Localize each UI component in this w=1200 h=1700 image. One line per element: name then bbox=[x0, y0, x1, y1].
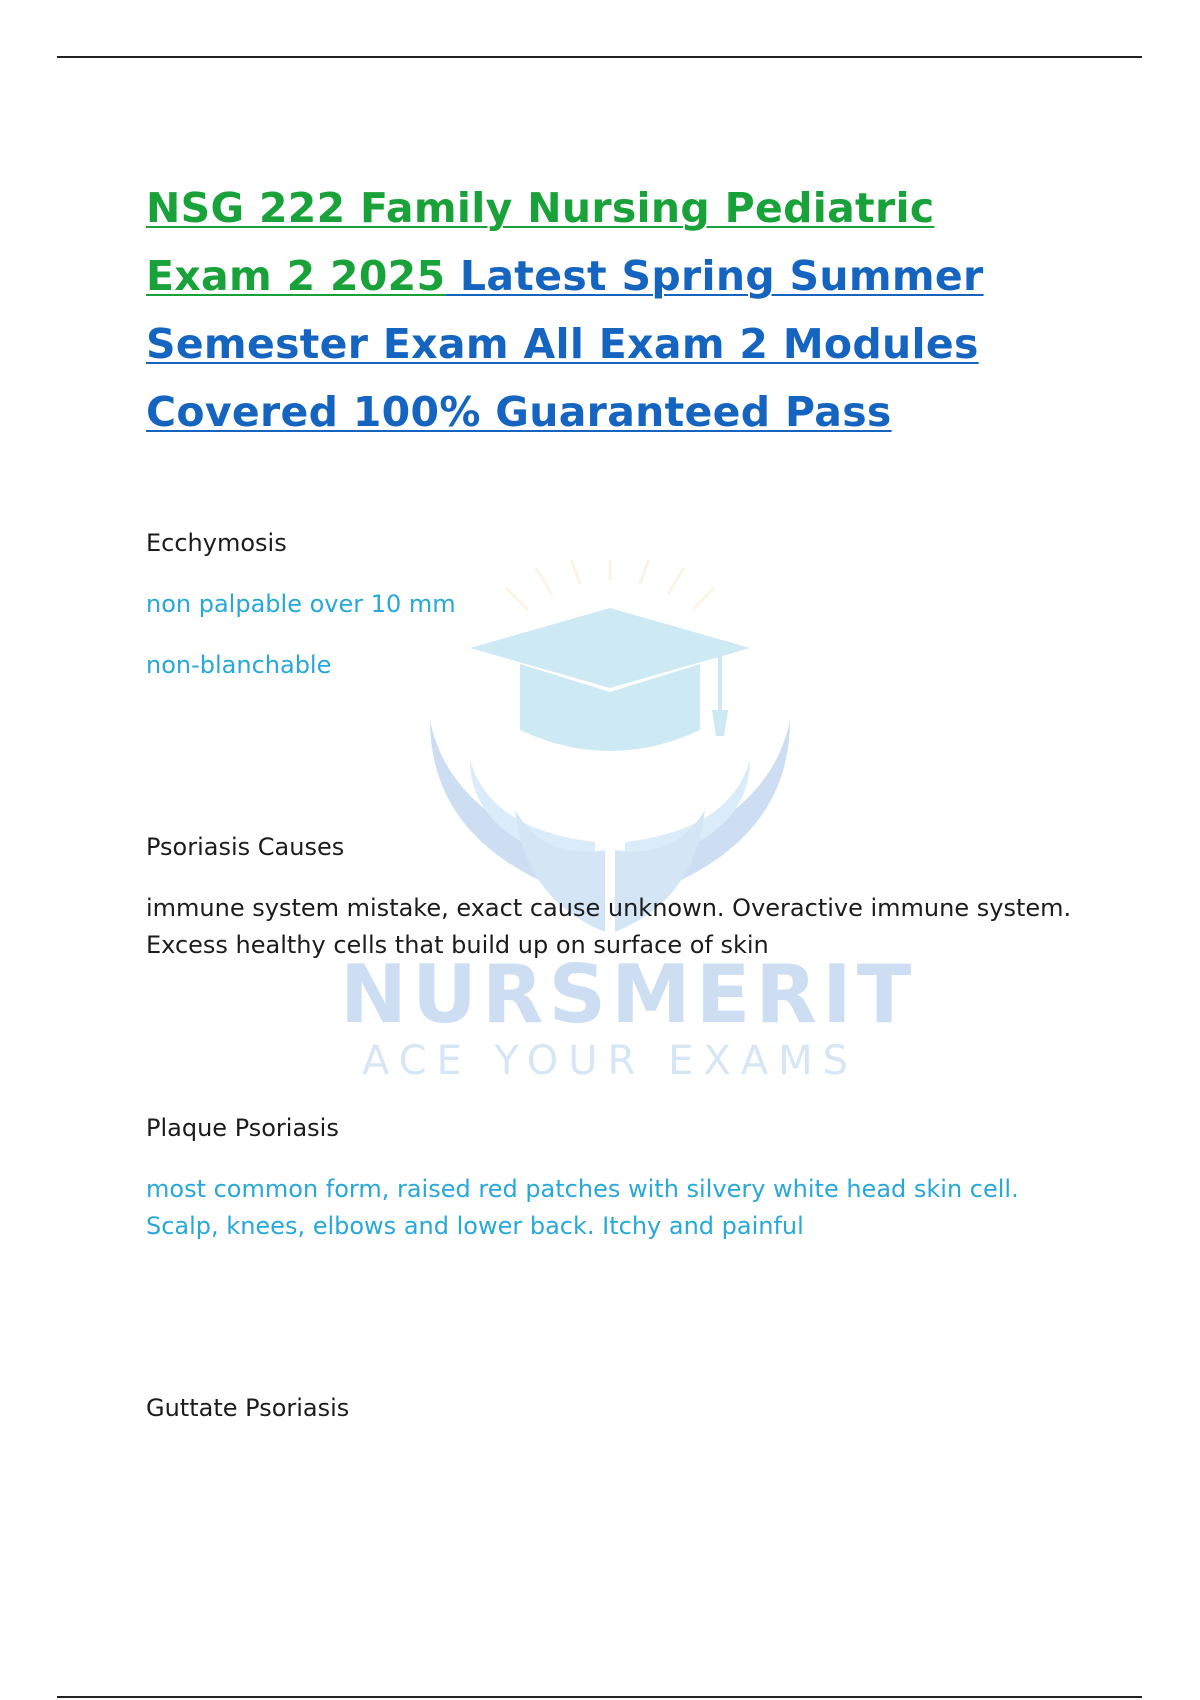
term-plaque-psoriasis: Plaque Psoriasis bbox=[146, 1114, 339, 1142]
watermark-tagline: ACE YOUR EXAMS bbox=[361, 1038, 859, 1084]
watermark bbox=[340, 560, 917, 1084]
term-guttate-psoriasis: Guttate Psoriasis bbox=[146, 1394, 350, 1422]
term-ecchymosis: Ecchymosis bbox=[146, 529, 287, 557]
definition-ecchymosis-1: non palpable over 10 mm bbox=[146, 590, 456, 618]
title-green-part: NSG 222 Family Nursing Pediatric Exam 2 2025 bbox=[146, 184, 935, 300]
definition-ecchymosis-2: non-blanchable bbox=[146, 651, 332, 679]
document-title bbox=[146, 174, 1046, 446]
top-rule bbox=[57, 56, 1142, 58]
definition-psoriasis-causes: immune system mistake, exact cause unknown. Overactive immune system. Excess healthy cells that build up on surface of skin bbox=[146, 894, 1072, 959]
bottom-rule bbox=[57, 1696, 1142, 1698]
term-psoriasis-causes: Psoriasis Causes bbox=[146, 833, 345, 861]
title-blue-part: Latest Spring Summer Semester Exam All Exam 2 Modules Covered 100% Guaranteed Pass bbox=[146, 252, 984, 436]
definition-plaque-psoriasis: most common form, raised red patches with silvery white head skin cell. Scalp, knees, elbows and lower back. Itchy and painful bbox=[146, 1175, 1019, 1240]
watermark-brand: NURSMERIT bbox=[340, 948, 917, 1041]
